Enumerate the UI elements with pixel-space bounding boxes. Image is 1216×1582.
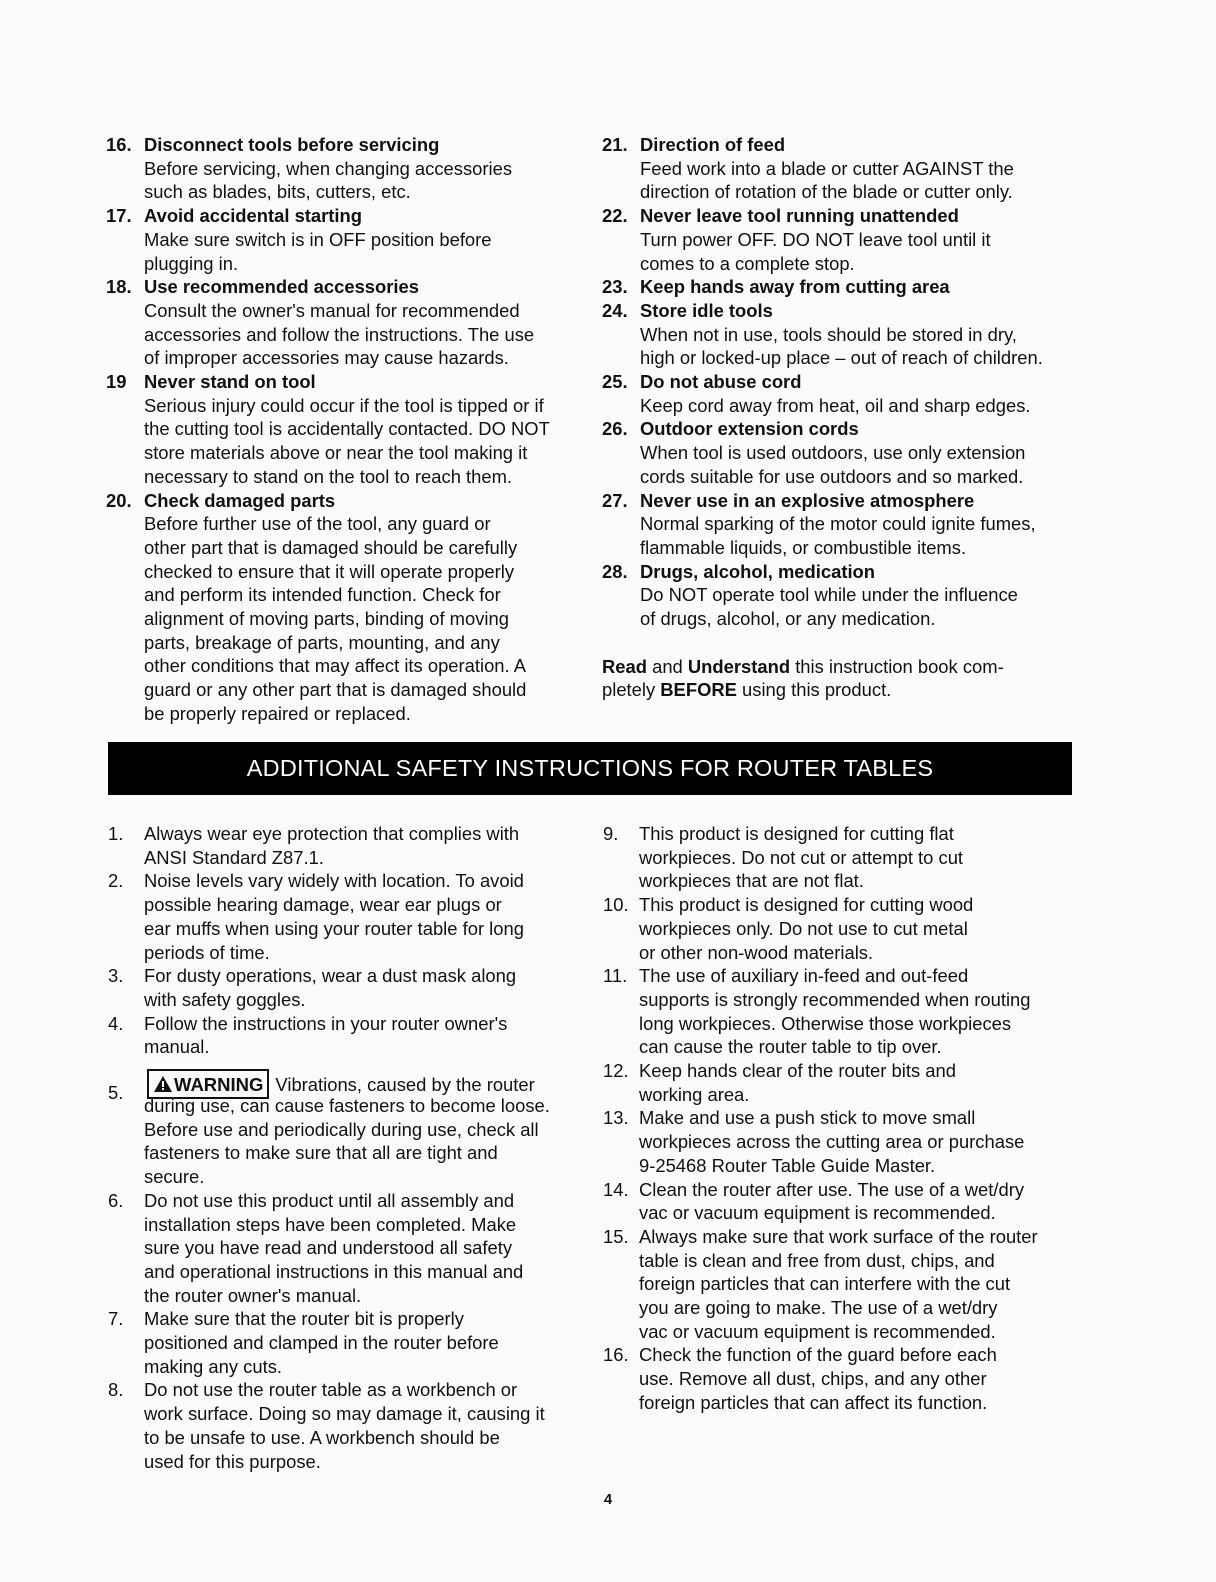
list-line: secure. <box>144 1166 205 1188</box>
list-item <box>108 1189 588 1308</box>
rule-line: be properly repaired or replaced. <box>144 702 411 724</box>
rule-line: comes to a complete stop. <box>640 252 855 274</box>
list-item <box>108 964 588 1011</box>
rule-number: 24. <box>602 299 628 321</box>
note-text: and <box>646 655 688 677</box>
read-word: Read <box>602 655 647 677</box>
list-line: vac or vacuum equipment is recommended. <box>639 1320 996 1342</box>
list-line: The use of auxiliary in-feed and out-feed <box>639 965 969 987</box>
list-line: workpieces. Do not cut or attempt to cut <box>639 846 964 868</box>
list-line: foreign particles that can affect its function. <box>639 1391 988 1413</box>
rule-title: Drugs, alcohol, medication <box>640 560 876 582</box>
rule-number: 26. <box>602 418 628 440</box>
list-item <box>603 893 1078 964</box>
rule-22 <box>602 204 1077 275</box>
list-line: supports is strongly recommended when routing <box>639 988 1031 1010</box>
list-line: fasteners to make sure that all are tight and <box>144 1142 498 1164</box>
router-table-right-column <box>603 822 1078 1415</box>
read-understand-note <box>602 655 1077 702</box>
list-item <box>603 1225 1078 1344</box>
understand-word: Understand <box>687 655 791 677</box>
list-line: Noise levels vary widely with location. To avoid <box>144 870 524 892</box>
page-number: 4 <box>603 1491 613 1508</box>
list-item <box>603 822 1078 893</box>
rule-line: of drugs, alcohol, or any medication. <box>640 608 936 630</box>
list-number: 9. <box>603 823 619 844</box>
rule-line: Before further use of the tool, any guard or <box>144 513 491 535</box>
list-line: Always make sure that work surface of the router <box>639 1225 1038 1247</box>
rule-title: Store idle tools <box>640 299 773 321</box>
list-line: or other non-wood materials. <box>639 941 874 963</box>
list-item <box>108 822 588 869</box>
list-line: long workpieces. Otherwise those workpieces <box>639 1012 1012 1034</box>
rule-16 <box>106 133 586 204</box>
list-line: Check the function of the guard before each <box>639 1344 997 1366</box>
rule-line: of improper accessories may cause hazards. <box>144 347 509 369</box>
list-line: workpieces across the cutting area or purchase <box>639 1131 1025 1153</box>
rule-line: such as blades, bits, cutters, etc. <box>144 181 411 203</box>
rule-number: 19 <box>106 371 127 393</box>
rule-title: Keep hands away from cutting area <box>640 276 950 298</box>
rule-line: other part that is damaged should be carefully <box>144 536 518 558</box>
note-text: this instruction book com- <box>790 655 1004 677</box>
rule-line: necessary to stand on the tool to reach them. <box>144 465 513 487</box>
list-line: vac or vacuum equipment is recommended. <box>639 1202 996 1224</box>
list-line: workpieces only. Do not use to cut metal <box>639 917 968 939</box>
warning-triangle-icon <box>153 1075 173 1093</box>
list-number: 1. <box>108 823 124 844</box>
rule-line: Consult the owner's manual for recommended <box>144 299 520 321</box>
rule-line: Do NOT operate tool while under the influence <box>640 584 1018 606</box>
rule-title: Direction of feed <box>640 134 786 155</box>
rule-number: 22. <box>602 205 628 227</box>
list-line: Clean the router after use. The use of a wet/dry <box>639 1178 1025 1200</box>
list-line: table is clean and free from dust, chips, and <box>639 1249 995 1271</box>
rule-21 <box>602 133 1077 204</box>
list-number: 15. <box>603 1225 629 1247</box>
list-number: 2. <box>108 870 124 892</box>
rule-number: 18. <box>106 276 132 298</box>
list-item <box>603 964 1078 1059</box>
rule-line: cords suitable for use outdoors and so marked. <box>640 465 1024 487</box>
warning-label-text: WARNING <box>174 1074 264 1096</box>
rule-26 <box>602 417 1077 488</box>
list-line: For dusty operations, wear a dust mask along <box>144 965 517 987</box>
rule-title: Do not abuse cord <box>640 371 802 393</box>
rule-number: 25. <box>602 371 628 393</box>
list-line: use. Remove all dust, chips, and any other <box>639 1368 987 1390</box>
list-line: Keep hands clear of the router bits and <box>639 1060 956 1082</box>
note-text: pletely <box>602 679 661 701</box>
list-number: 6. <box>108 1189 124 1211</box>
rule-number: 28. <box>602 560 628 582</box>
rule-line: guard or any other part that is damaged should <box>144 679 527 701</box>
rule-title: Outdoor extension cords <box>640 418 859 440</box>
rule-20 <box>106 489 586 726</box>
rule-line: Serious injury could occur if the tool is tipped or if <box>144 394 544 416</box>
list-line: working area. <box>639 1083 750 1105</box>
list-item <box>108 1378 588 1473</box>
general-safety-left-column <box>106 133 586 726</box>
list-line: you are going to make. The use of a wet/dry <box>639 1297 998 1319</box>
list-item <box>603 1178 1078 1225</box>
list-number: 13. <box>603 1107 629 1129</box>
list-line: sure you have read and understood all safety <box>144 1237 513 1259</box>
list-number: 8. <box>108 1379 124 1401</box>
list-item <box>603 1059 1078 1106</box>
list-line: periods of time. <box>144 941 270 963</box>
rule-line: high or locked-up place – out of reach of children. <box>640 347 1043 369</box>
rule-title: Avoid accidental starting <box>144 205 363 227</box>
list-line: used for this purpose. <box>144 1450 321 1472</box>
list-number: 12. <box>603 1060 629 1082</box>
rule-line: and perform its intended function. Check for <box>144 584 501 606</box>
list-line: ANSI Standard Z87.1. <box>144 846 324 868</box>
rule-title: Never leave tool running unattended <box>640 205 959 227</box>
list-line: Do not use the router table as a workbench or <box>144 1379 518 1401</box>
before-word: BEFORE <box>660 679 737 701</box>
list-line: foreign particles that can interfere with the cut <box>639 1273 1011 1295</box>
rule-24 <box>602 299 1077 370</box>
rule-line: Make sure switch is in OFF position before <box>144 228 492 250</box>
rule-line: When tool is used outdoors, use only extension <box>640 442 1026 464</box>
rule-19 <box>106 370 586 489</box>
list-number: 7. <box>108 1308 124 1330</box>
list-item <box>108 1307 588 1378</box>
list-line: making any cuts. <box>144 1355 282 1377</box>
rule-title: Check damaged parts <box>144 489 336 511</box>
general-safety-right-column <box>602 133 1077 702</box>
list-number: 3. <box>108 965 124 987</box>
router-table-left-column <box>108 822 588 1473</box>
list-line: manual. <box>144 1036 210 1058</box>
list-line: installation steps have been completed. Make <box>144 1213 517 1235</box>
rule-line: alignment of moving parts, binding of moving <box>144 608 509 630</box>
list-line: Always wear eye protection that complies with <box>144 823 520 844</box>
list-line: ear muffs when using your router table for long <box>144 917 524 939</box>
list-line: and operational instructions in this manual and <box>144 1260 524 1282</box>
list-line: the router owner's manual. <box>144 1284 362 1306</box>
rule-line: Turn power OFF. DO NOT leave tool until it <box>640 228 991 250</box>
rule-line: Before servicing, when changing accessories <box>144 157 513 179</box>
list-number: 16. <box>603 1344 629 1366</box>
list-number: 4. <box>108 1012 124 1034</box>
list-line: workpieces that are not flat. <box>639 870 864 892</box>
rule-number: 17. <box>106 205 132 227</box>
list-line: Follow the instructions in your router owner's <box>144 1012 508 1034</box>
list-line: work surface. Doing so may damage it, causing it <box>144 1403 545 1425</box>
list-line: to be unsafe to use. A workbench should be <box>144 1426 500 1448</box>
list-line: can cause the router table to tip over. <box>639 1036 942 1058</box>
list-number: 14. <box>603 1178 629 1200</box>
list-line: Make and use a push stick to move small <box>639 1107 976 1129</box>
rule-number: 23. <box>602 276 628 298</box>
list-line: This product is designed for cutting wood <box>639 894 974 916</box>
list-item <box>603 1343 1078 1414</box>
list-line: This product is designed for cutting flat <box>639 823 954 844</box>
list-line: positioned and clamped in the router before <box>144 1332 499 1354</box>
section-banner: ADDITIONAL SAFETY INSTRUCTIONS FOR ROUTER TABLES <box>108 742 1072 795</box>
list-item <box>108 1012 588 1059</box>
rule-line: checked to ensure that it will operate properly <box>144 560 515 582</box>
list-item <box>108 869 588 964</box>
rule-title: Never use in an explosive atmosphere <box>640 489 975 511</box>
list-line: Before use and periodically during use, check all <box>144 1118 539 1140</box>
rule-title: Never stand on tool <box>144 371 316 393</box>
rule-line: the cutting tool is accidentally contacted. DO NOT <box>144 418 550 440</box>
list-line: 9-25468 Router Table Guide Master. <box>639 1154 936 1176</box>
rule-line: When not in use, tools should be stored in dry, <box>640 323 1017 345</box>
rule-line: Keep cord away from heat, oil and sharp edges. <box>640 394 1031 416</box>
rule-line: direction of rotation of the blade or cutter only. <box>640 181 1013 203</box>
rule-17 <box>106 204 586 275</box>
list-line: Make sure that the router bit is properly <box>144 1308 464 1330</box>
list-number: 10. <box>603 894 629 916</box>
rule-number: 27. <box>602 489 628 511</box>
list-number: 11. <box>603 965 628 987</box>
rule-number: 21. <box>602 134 628 155</box>
rule-line: Normal sparking of the motor could ignite fumes, <box>640 513 1036 535</box>
list-number: 5. <box>108 1082 124 1104</box>
rule-title: Use recommended accessories <box>144 276 419 298</box>
rule-28 <box>602 560 1077 631</box>
rule-line: flammable liquids, or combustible items. <box>640 536 967 558</box>
rule-25 <box>602 370 1077 417</box>
rule-number: 20. <box>106 489 132 511</box>
list-line: with safety goggles. <box>144 988 306 1010</box>
note-text: using this product. <box>736 679 892 701</box>
rule-line: store materials above or near the tool making it <box>144 442 528 464</box>
rule-title: Disconnect tools before servicing <box>144 134 440 155</box>
list-line: Vibrations, caused by the router <box>275 1074 535 1096</box>
rule-23 <box>602 275 1077 299</box>
rule-line: accessories and follow the instructions. The use <box>144 323 535 345</box>
rule-line: parts, breakage of parts, mounting, and any <box>144 631 500 653</box>
list-line: during use, can cause fasteners to become loose. <box>144 1095 550 1117</box>
rule-line: plugging in. <box>144 252 239 274</box>
list-item <box>603 1106 1078 1177</box>
list-item-warning <box>108 1069 588 1189</box>
list-line: Do not use this product until all assembly and <box>144 1189 515 1211</box>
list-line: possible hearing damage, wear ear plugs or <box>144 894 502 916</box>
rule-line: Feed work into a blade or cutter AGAINST the <box>640 157 1014 179</box>
rule-27 <box>602 489 1077 560</box>
rule-line: other conditions that may affect its operation. A <box>144 655 527 677</box>
rule-18 <box>106 275 586 370</box>
rule-number: 16. <box>106 134 132 155</box>
